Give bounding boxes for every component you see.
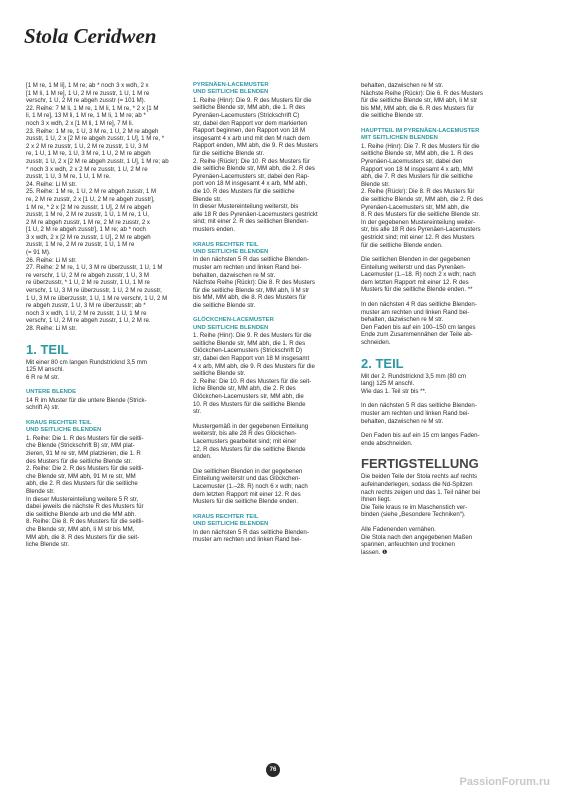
paragraph: 23. Reihe: 1 M re, 1 U, 3 M re, 1 U, 2 M re abgeh zusstr, 1 U, 2 x [2 M re abgeh zusstr, 1 U], 1 M re, * 2 x 2 M re zusstr, 1 U, 2 M re zusstr, 1 U, 3 M re, 1 U, 1 M re, 1 U, 3 M re, 1 U, 2 M re abgeh zusstr, 1 U, 2 x [2 M re abgeh zusstr, 1 U], 1 M re; ab * noch 3 x wdh, 2 x 2 M re zusstr, 1 U, 2 M re zusstr, 1 U, 3 M re, 1 U, 1 M re. [26,127,169,181]
paragraph: In dieser Mustereinteilung weitere 5 R str, dabei jeweils die nächste R des Musters für die seitliche Blende arb und die MM abh. [26,495,144,518]
page-title: Stola Ceridwen [24,24,157,48]
paragraph: 1. Reihe (Hinr): Die 7. R des Musters für die seitliche Blende str, MM abh, die 1. R des Pyrenäen-Lacemusters str, dabei den Rapport von 18 M insgesamt 4 x arb, MM abh, die 7. R des Musters für die seitliche Blende str. [361,142,480,188]
section-heading: FERTIGSTELLUNG [361,456,479,472]
section-heading: 1. TEIL [26,341,69,357]
paragraph: Mustergemäß in der gegebenen Einteilung weiterstr, bis alle 28 R des Glöckchen- Lacemusters gearbeitet sind; mit einer 12. R des Musters für die seitliche Blende enden. [193,422,309,461]
paragraph: 2. Reihe: Die 2. R des Musters für die seitli- che Blende str, MM abh, 91 M re str, MM abh, die 2. R des Musters für die seitliche Blende str. [26,465,144,495]
column-3 [361,82,527,556]
paragraph: In den nächsten 5 R das seitliche Blenden- muster am rechten und linken Rand bei- behalten, dazwischen re M str. [193,256,309,279]
paragraph: 2. Reihe (Rückr): Die 8. R des Musters für die seitliche Blende str, MM abh, die 2. R des Pyrenäen-Lacemusters str, MM abh, die 8. R des Musters für die seitliche Blende str. [361,188,483,219]
subsection-heading: GLÖCKCHEN-LACEMUSTER UND SEITLICHE BLENDEN [193,317,274,331]
paragraph: 22. Reihe: 7 M li, 1 M re, 1 M li, 1 M re, * 2 x [1 M li, 1 M re], 13 M li, 1 M re, 1 M li, 1 M re; ab * noch 3 x wdh, 2 x [1 M li, 1 M re], 7 M li. [26,104,159,127]
paragraph: In dieser Mustereinteilung weiterstr, bis alle 18 R des Pyrenäen-Lacemusters gestrickt sind; mit einer 2. R des seitlichen Blenden- musters enden. [193,203,318,233]
paragraph: Nächste Reihe (Rückr): Die 6. R des Musters für die seitliche Blende str, MM abh, li M str bis MM, MM abh, die 6. R des Musters für die seitliche Blende str. [361,89,483,120]
paragraph: In der gegebenen Mustereinteilung weiter- str, bis alle 18 R des Pyrenäen-Lacemusters gestrickt sind; mit einer 12. R des Musters für die seitliche Blende enden. [361,218,481,249]
column-2 [193,82,356,544]
subsection-heading: KRAUS RECHTER TEIL UND SEITLICHE BLENDEN [193,241,269,255]
subsection-heading: HAUPTTEIL IM PYRENÄEN-LACEMUSTER MIT SEITLICHEN BLENDEN [361,127,480,142]
paragraph: 1. Reihe (Hinr): Die 9. R des Musters für die seitliche Blende str, MM abh, die 1. R des Glöckchen-Lacemusters (Strickschrift D) str, dabei den Rapport von 18 M insgesamt 4 x arb, MM abh, die 9. R des Musters für die seitliche Blende str. [193,332,315,378]
paragraph: In den nächsten 4 R das seitliche Blenden- muster am rechten und linken Rand bei- behalten, dazwischen re M str. Den Faden bis auf ein 100–150 cm langes Ende zum Zusammennähen der Teile ab- schneiden. [361,301,477,347]
subsection-heading: PYRENÄEN-LACEMUSTER UND SEITLICHE BLENDEN [193,82,269,96]
paragraph: Die beiden Teile der Stola rechts auf rechts aufeinanderlegen, sodass die Nd-Spitzen nach rechts zeigen und das 1. Teil näher bei Ihnen liegt. Die Teile kraus re im Maschenstich ver- binden (siehe „Besondere Techniken“). [361,473,481,519]
paragraph: 2. Reihe: Die 10. R des Musters für die seit- liche Blende str, MM abh, die 2. R des Glöckchen-Lacemusters str, MM abh, die 10. R des Musters für die seitliche Blende str. [193,377,312,416]
paragraph: In den nächsten 5 R das seitliche Blenden- muster am rechten und linken Rand bei- behalten, dazwischen re M str. [361,402,477,425]
paragraph: 14 R im Muster für die untere Blende (Strick- schrift A) str. [26,396,147,412]
paragraph: Mit einer 80 cm langen Rundstricknd 3,5 mm 125 M anschl. 6 R re M str. [26,358,147,381]
column-1 [26,82,186,549]
watermark: PassionForum.ru [459,776,550,788]
paragraph: 25. Reihe: 1 M re, 1 U, 2 M re abgeh zusstr, 1 M re, 2 M re zusstr, 2 x [1 U, 2 M re abgeh zusstr], 1 M re, * 2 x [2 M re zusstr, 1 U], 2 M re abgeh zusstr, 1 M re, 2 M re zusstr, 1 U, 1 M re, 1 U, 2 M re abgeh zusstr, 1 M re, 2 M re zusstr, 2 x [1 U, 2 M re abgeh zusstr], 1 M re; ab * noch 3 x wdh, 2 x [2 M re zusstr, 1 U], 2 M re abgeh zusstr, 1 M re, 2 M re zusstr, 1 U, 1 M re (= 91 M). [26,188,157,257]
section-heading: 2. TEIL [361,355,404,371]
paragraph: 24. Reihe: Li M str. [26,180,77,188]
paragraph: 27. Reihe: 2 M re, 1 U, 3 M re überzusstr, 1 U, 1 M re verschr, 1 U, 2 M re abgeh zusstr, 1 U, 3 M re überzusstr, * 1 U, 2 M re zusstr, 1 U, 1 M re verschr, 1 U, 3 M re überzusstr, 1 U, 2 M re zusstr, 1 U, 3 M re überzusstr, 1 U, 1 M re verschr, 1 U, 2 M re abgeh zusstr, 1 U, 3 M re überzusstr; ab * noch 3 x wdh, 1 U, 2 M re zusstr, 1 U, 1 M re verschr, 1 U, 2 M re abgeh zusstr, 1 U, 2 M re. [26,264,168,325]
subsection-heading: UNTERE BLENDE [26,389,77,396]
subsection-heading: KRAUS RECHTER TEIL UND SEITLICHE BLENDEN [193,513,269,528]
paragraph: 1. Reihe (Hinr): Die 9. R des Musters für die seitliche Blende str, MM abh, die 1. R des Pyrenäen-Lacemusters (Strickschrift C) str, dabei den Rapport vor dem markierten Rapport beginnen, den Rapport von 18 M insgesamt 4 x arb und mit den M nach dem Rapport enden, MM abh, die 9. R des Musters für die seitliche Blende str. [193,96,318,157]
paragraph: 1. Reihe: Die 1. R des Musters für die seitli- che Blende (Strickschrift B) str, MM plat- zieren, 91 M re str, MM platzieren, die 1. R des Musters für die seitliche Blende str. [26,434,144,465]
subsection-heading: KRAUS RECHTER TEIL UND SEITLICHE BLENDEN [26,419,102,434]
paragraph: Alle Fadenenden vernähen. Die Stola nach den angegebenen Maßen spannen, anfeuchten und trocknen lassen. ❶ [361,525,473,556]
paragraph: 28. Reihe: Li M str. [26,325,77,332]
paragraph: behalten, dazwischen re M str. [361,82,444,89]
paragraph: Die seitlichen Blenden in der gegebenen Einteilung weiterstr und das Pyrenäen- Lacemuster (1.–18. R) noch 2 x wdh; nach dem letzten Rapport mit einer 12. R des Musters für die seitliche Blende enden. ** [361,256,476,294]
paragraph: Nächste Reihe (Rückr): Die 8. R des Musters für die seitliche Blende str, MM abh, li M str bis MM, MM abh, die 8. R des Musters für die seitliche Blende str. [193,279,315,309]
paragraph: [1 M re, 1 M li], 1 M re; ab * noch 3 x wdh, 2 x [1 M li, 1 M re], 1 U, 2 M re zusstr, 1 U, 1 M re verschr, 1 U, 2 M re abgeh zusstr (= 101 M). [26,82,150,105]
page-number: 76 [266,763,280,777]
paragraph: Mit der 2. Rundstricknd 3,5 mm (80 cm lang) 125 M anschl. Wie das 1. Teil str bis **. [361,372,466,395]
paragraph: Den Faden bis auf ein 15 cm langes Faden- ende abschneiden. [361,432,480,447]
paragraph: 26. Reihe: Li M str. [26,256,77,264]
paragraph: 2. Reihe (Rückr): Die 10. R des Musters für die seitliche Blende str, MM abh, die 2. R des Pyrenäen-Lacemusters str, dabei den Rap- port von 18 M insgesamt 4 x arb, MM abh, die 10. R des Musters für die seitliche Blende str. [193,157,315,203]
paragraph: 8. Reihe: Die 8. R des Musters für die seitli- che Blende str, MM abh, li M str bis MM, MM abh, die 8. R des Musters für die seit- liche Blende str. [26,518,144,549]
paragraph: Die seitlichen Blenden in der gegebenen Einteilung weiterstr und das Glöckchen- Lacemuster (1.–28. R) noch 6 x wdh; nach dem letzten Rapport mit einer 12. R des Musters für die seitliche Blende enden. [193,467,308,506]
paragraph: In den nächsten 5 R das seitliche Blenden- muster am rechten und linken Rand bei- [193,528,309,544]
